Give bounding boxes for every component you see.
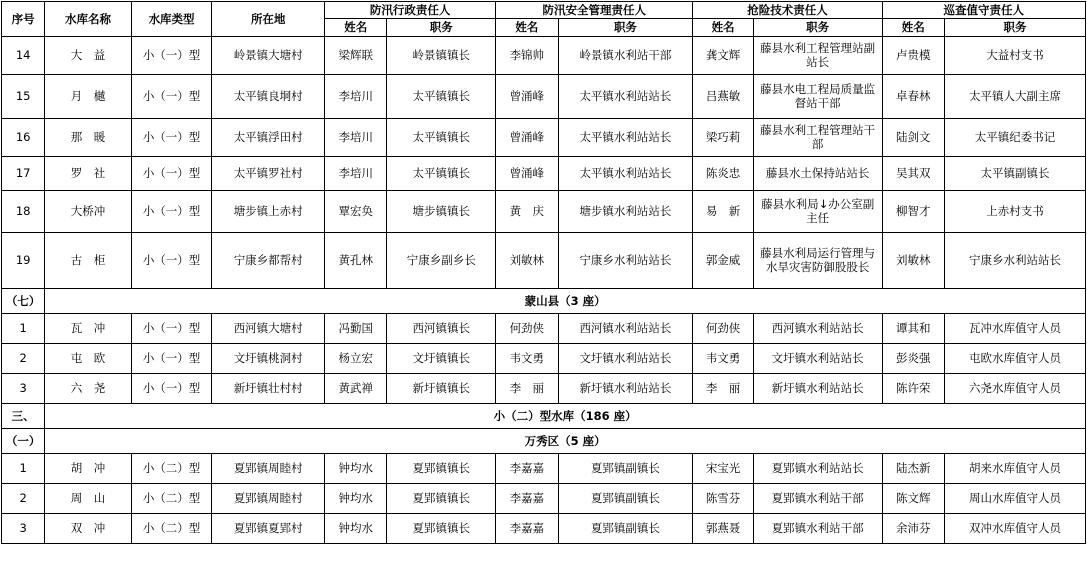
cell-safety-title: 太平镇水利站站长 [558,156,693,190]
table-row [2,513,1086,543]
cell-safety-name: 韦文勇 [496,343,558,373]
cell-tech-title: 藤县水土保持站站长 [753,156,882,190]
cell-reservoir-name: 月 樾 [45,74,132,118]
table-row [2,373,1086,403]
cell-admin-title: 夏郢镇镇长 [387,453,496,483]
cell-tech-title: 夏郢镇水利站干部 [753,513,882,543]
cell-location: 宁康乡都帮村 [212,232,325,288]
cell-safety-name: 曾涌峰 [496,118,558,156]
cell-tech-title: 文圩镇水利站站长 [753,343,882,373]
cell-admin-title: 文圩镇镇长 [387,343,496,373]
cell-admin-name: 黄孔林 [325,232,387,288]
cell-index: 2 [2,483,45,513]
table-header [2,2,1086,37]
cell-patrol-name: 陆杰新 [882,453,944,483]
cell-tech-name: 郭金威 [693,232,753,288]
cell-index: 18 [2,190,45,232]
cell-tech-name: 李 丽 [693,373,753,403]
section-prefix: （七） [2,288,45,313]
header-index: 序号 [2,2,45,37]
cell-location: 塘步镇上赤村 [212,190,325,232]
cell-location: 夏郢镇周睦村 [212,453,325,483]
table-row [2,36,1086,74]
cell-admin-title: 新圩镇镇长 [387,373,496,403]
header-tech-title: 职务 [753,19,882,36]
cell-safety-title: 塘步镇水利站站长 [558,190,693,232]
cell-tech-name: 韦文勇 [693,343,753,373]
header-tech-name: 姓名 [693,19,753,36]
cell-reservoir-type: 小（一）型 [131,232,212,288]
cell-patrol-name: 卓春林 [882,74,944,118]
cell-location: 文圩镇桃洞村 [212,343,325,373]
section-label: 万秀区（5 座） [45,428,1086,453]
cell-tech-title: 新圩镇水利站站长 [753,373,882,403]
cell-reservoir-type: 小（一）型 [131,118,212,156]
cell-patrol-title: 瓦冲水库值守人员 [944,313,1085,343]
cell-reservoir-type: 小（一）型 [131,313,212,343]
header-group-admin: 防汛行政责任人 [325,2,496,19]
cell-tech-name: 陈雪芬 [693,483,753,513]
cell-tech-title: 藤县水利局运行管理与水旱灾害防御股股长 [753,232,882,288]
cell-reservoir-name: 那 暖 [45,118,132,156]
cell-admin-name: 杨立宏 [325,343,387,373]
cell-safety-title: 岭景镇水利站干部 [558,36,693,74]
cell-admin-name: 钟均水 [325,513,387,543]
cell-index: 1 [2,453,45,483]
cell-patrol-name: 卢贵模 [882,36,944,74]
header-reservoir-name: 水库名称 [45,2,132,37]
cell-admin-name: 梁辉联 [325,36,387,74]
table-row [2,343,1086,373]
table-row [2,453,1086,483]
cell-reservoir-name: 双 冲 [45,513,132,543]
table-row [2,483,1086,513]
cell-reservoir-name: 罗 社 [45,156,132,190]
table-row [2,190,1086,232]
cell-patrol-title: 胡来水库值守人员 [944,453,1085,483]
section-row [2,403,1086,428]
cell-patrol-name: 彭炎强 [882,343,944,373]
cell-safety-title: 西河镇水利站站长 [558,313,693,343]
cell-safety-name: 黄 庆 [496,190,558,232]
cell-tech-title: 藤县水电工程局质量监督站干部 [753,74,882,118]
cell-reservoir-type: 小（二）型 [131,453,212,483]
cell-reservoir-type: 小（一）型 [131,156,212,190]
header-safety-name: 姓名 [496,19,558,36]
cell-patrol-name: 柳智才 [882,190,944,232]
cell-tech-title: 藤县水利工程管理站副站长 [753,36,882,74]
cell-safety-name: 刘敏林 [496,232,558,288]
cell-location: 夏郢镇周睦村 [212,483,325,513]
cell-index: 17 [2,156,45,190]
cell-admin-title: 塘步镇镇长 [387,190,496,232]
cell-safety-title: 夏郢镇副镇长 [558,453,693,483]
header-row-groups [2,2,1086,19]
table-row [2,74,1086,118]
header-admin-title: 职务 [387,19,496,36]
cell-reservoir-name: 大 益 [45,36,132,74]
cell-safety-name: 李锦帅 [496,36,558,74]
cell-reservoir-name: 屯 欧 [45,343,132,373]
cell-tech-title: 西河镇水利站站长 [753,313,882,343]
section-label: 蒙山县（3 座） [45,288,1086,313]
cell-reservoir-type: 小（二）型 [131,483,212,513]
cell-patrol-name: 刘敏林 [882,232,944,288]
cell-index: 15 [2,74,45,118]
cell-index: 16 [2,118,45,156]
cell-tech-name: 易 新 [693,190,753,232]
cell-index: 3 [2,513,45,543]
cell-patrol-name: 谭其和 [882,313,944,343]
cell-patrol-title: 屯欧水库值守人员 [944,343,1085,373]
header-admin-name: 姓名 [325,19,387,36]
cell-admin-name: 钟均水 [325,483,387,513]
cell-admin-name: 钟均水 [325,453,387,483]
cell-admin-title: 岭景镇镇长 [387,36,496,74]
section-row [2,428,1086,453]
section-label: 小（二）型水库（186 座） [45,403,1086,428]
header-patrol-title: 职务 [944,19,1085,36]
cell-tech-name: 龚文辉 [693,36,753,74]
cell-patrol-title: 双冲水库值守人员 [944,513,1085,543]
cell-location: 岭景镇大塘村 [212,36,325,74]
table-row [2,118,1086,156]
cell-reservoir-type: 小（一）型 [131,190,212,232]
cell-reservoir-type: 小（一）型 [131,74,212,118]
cell-admin-name: 李培川 [325,74,387,118]
cell-admin-title: 太平镇镇长 [387,156,496,190]
cell-safety-name: 曾涌峰 [496,156,558,190]
cell-safety-title: 太平镇水利站站长 [558,118,693,156]
cell-reservoir-name: 周 山 [45,483,132,513]
cell-location: 太平镇浮田村 [212,118,325,156]
cell-patrol-name: 陆剑文 [882,118,944,156]
cell-admin-title: 太平镇镇长 [387,74,496,118]
cell-patrol-title: 大益村支书 [944,36,1085,74]
cell-safety-title: 宁康乡水利站站长 [558,232,693,288]
cell-location: 太平镇罗社村 [212,156,325,190]
cell-reservoir-type: 小（一）型 [131,36,212,74]
cell-tech-name: 梁巧莉 [693,118,753,156]
cell-index: 1 [2,313,45,343]
cell-safety-name: 李嘉嘉 [496,453,558,483]
cell-safety-title: 太平镇水利站站长 [558,74,693,118]
cell-patrol-name: 陈许荣 [882,373,944,403]
header-safety-title: 职务 [558,19,693,36]
cell-patrol-title: 太平镇人大副主席 [944,74,1085,118]
cell-reservoir-type: 小（一）型 [131,343,212,373]
cell-safety-name: 李嘉嘉 [496,483,558,513]
header-patrol-name: 姓名 [882,19,944,36]
cell-tech-name: 吕燕敏 [693,74,753,118]
cell-index: 19 [2,232,45,288]
section-prefix: （一） [2,428,45,453]
cell-patrol-title: 太平镇副镇长 [944,156,1085,190]
cell-admin-title: 太平镇镇长 [387,118,496,156]
cell-tech-title: 藤县水利局↓办公室副主任 [753,190,882,232]
cell-tech-title: 藤县水利工程管理站干部 [753,118,882,156]
cell-reservoir-name: 胡 冲 [45,453,132,483]
cell-patrol-title: 太平镇纪委书记 [944,118,1085,156]
cell-patrol-title: 周山水库值守人员 [944,483,1085,513]
table-row [2,232,1086,288]
cell-index: 3 [2,373,45,403]
cell-safety-name: 曾涌峰 [496,74,558,118]
header-group-tech: 抢险技术责任人 [693,2,882,19]
table-row [2,156,1086,190]
cell-patrol-name: 吴其双 [882,156,944,190]
cell-patrol-name: 陈文辉 [882,483,944,513]
header-group-patrol: 巡查值守责任人 [882,2,1085,19]
cell-reservoir-name: 瓦 冲 [45,313,132,343]
cell-admin-name: 李培川 [325,118,387,156]
cell-reservoir-name: 大桥冲 [45,190,132,232]
cell-location: 新圩镇壮村村 [212,373,325,403]
cell-safety-title: 夏郢镇副镇长 [558,513,693,543]
cell-safety-name: 李 丽 [496,373,558,403]
header-location: 所在地 [212,2,325,37]
cell-safety-name: 李嘉嘉 [496,513,558,543]
cell-patrol-title: 上赤村支书 [944,190,1085,232]
cell-index: 2 [2,343,45,373]
cell-admin-title: 宁康乡副乡长 [387,232,496,288]
cell-reservoir-type: 小（二）型 [131,513,212,543]
cell-location: 西河镇大塘村 [212,313,325,343]
header-reservoir-type: 水库类型 [131,2,212,37]
table-row [2,313,1086,343]
cell-patrol-title: 宁康乡水利站站长 [944,232,1085,288]
cell-tech-name: 郭燕聂 [693,513,753,543]
cell-tech-name: 何劲侠 [693,313,753,343]
cell-admin-name: 冯勤国 [325,313,387,343]
header-group-safety: 防汛安全管理责任人 [496,2,693,19]
cell-admin-name: 黄武禅 [325,373,387,403]
cell-reservoir-type: 小（一）型 [131,373,212,403]
cell-tech-name: 宋宝光 [693,453,753,483]
cell-admin-title: 夏郢镇镇长 [387,483,496,513]
cell-safety-title: 夏郢镇副镇长 [558,483,693,513]
cell-reservoir-name: 古 柜 [45,232,132,288]
cell-location: 夏郢镇夏郢村 [212,513,325,543]
cell-tech-title: 夏郢镇水利站站长 [753,453,882,483]
cell-safety-title: 新圩镇水利站站长 [558,373,693,403]
reservoir-responsibility-table [1,1,1086,544]
cell-location: 太平镇良垌村 [212,74,325,118]
cell-patrol-name: 余沛芬 [882,513,944,543]
cell-tech-title: 夏郢镇水利站干部 [753,483,882,513]
cell-admin-name: 覃宏奂 [325,190,387,232]
cell-admin-title: 夏郢镇镇长 [387,513,496,543]
section-prefix: 三、 [2,403,45,428]
cell-safety-title: 文圩镇水利站站长 [558,343,693,373]
cell-admin-title: 西河镇镇长 [387,313,496,343]
cell-patrol-title: 六尧水库值守人员 [944,373,1085,403]
cell-safety-name: 何劲侠 [496,313,558,343]
cell-index: 14 [2,36,45,74]
table-body [2,36,1086,543]
section-row [2,288,1086,313]
cell-admin-name: 李培川 [325,156,387,190]
cell-reservoir-name: 六 尧 [45,373,132,403]
cell-tech-name: 陈炎忠 [693,156,753,190]
